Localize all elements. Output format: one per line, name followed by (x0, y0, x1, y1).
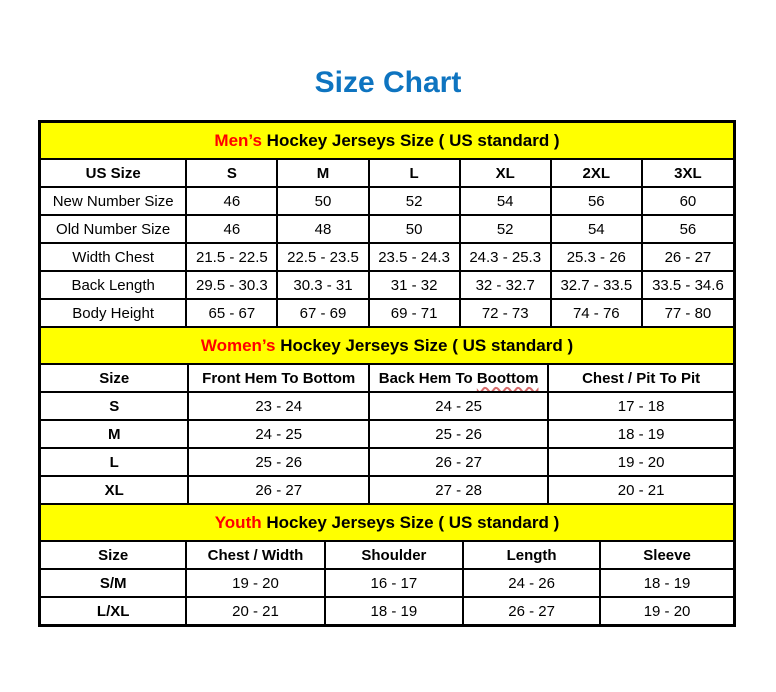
row-label: L (41, 448, 188, 476)
data-cell: 24 - 25 (188, 420, 369, 448)
data-cell: 26 - 27 (369, 448, 548, 476)
row-label: Width Chest (41, 243, 186, 271)
table-row (41, 243, 733, 271)
data-cell: 74 - 76 (551, 299, 642, 327)
data-cell: 67 - 69 (277, 299, 368, 327)
data-cell: 24 - 25 (369, 392, 548, 420)
youth-section-header-red: Youth (214, 513, 262, 532)
row-label: XL (41, 476, 188, 504)
data-cell: 32 - 32.7 (460, 271, 551, 299)
column-header: L (369, 160, 460, 187)
data-cell: 30.3 - 31 (277, 271, 368, 299)
misspelled-word: Boottom (476, 369, 539, 387)
column-header: Front Hem To Bottom (188, 365, 369, 392)
table-row (41, 271, 733, 299)
data-cell: 23.5 - 24.3 (369, 243, 460, 271)
data-cell: 52 (369, 187, 460, 215)
row-label: M (41, 420, 188, 448)
table-row (41, 392, 733, 420)
data-cell: 26 - 27 (642, 243, 733, 271)
column-header: US Size (41, 160, 186, 187)
row-label: L/XL (41, 597, 186, 624)
data-cell: 25 - 26 (369, 420, 548, 448)
size-chart (38, 120, 736, 627)
row-label: S (41, 392, 188, 420)
data-cell: 48 (277, 215, 368, 243)
data-cell: 18 - 19 (548, 420, 733, 448)
data-cell: 50 (277, 187, 368, 215)
column-header: Size (41, 365, 188, 392)
table-header-row (41, 365, 733, 392)
mens-table (41, 160, 733, 328)
youth-section-header-text: Hockey Jerseys Size ( US standard ) (261, 513, 560, 532)
column-header: S (186, 160, 277, 187)
data-cell: 19 - 20 (186, 569, 324, 597)
data-cell: 26 - 27 (188, 476, 369, 504)
womens-section-header-text: Hockey Jerseys Size ( US standard ) (275, 336, 574, 355)
data-cell: 31 - 32 (369, 271, 460, 299)
table-row (41, 448, 733, 476)
row-label: S/M (41, 569, 186, 597)
data-cell: 20 - 21 (186, 597, 324, 624)
column-header: Chest / Pit To Pit (548, 365, 733, 392)
data-cell: 69 - 71 (369, 299, 460, 327)
womens-table (41, 365, 733, 505)
data-cell: 24.3 - 25.3 (460, 243, 551, 271)
row-label: Old Number Size (41, 215, 186, 243)
column-header: Sleeve (600, 542, 733, 569)
data-cell: 17 - 18 (548, 392, 733, 420)
data-cell: 21.5 - 22.5 (186, 243, 277, 271)
data-cell: 25.3 - 26 (551, 243, 642, 271)
data-cell: 25 - 26 (188, 448, 369, 476)
data-cell: 20 - 21 (548, 476, 733, 504)
data-cell: 46 (186, 187, 277, 215)
mens-section-header (41, 123, 733, 160)
column-header: 2XL (551, 160, 642, 187)
table-header-row (41, 542, 733, 569)
data-cell: 54 (460, 187, 551, 215)
column-header: Shoulder (325, 542, 463, 569)
table-row (41, 476, 733, 504)
table-row (41, 597, 733, 624)
column-header: Length (463, 542, 600, 569)
data-cell: 24 - 26 (463, 569, 600, 597)
data-cell: 23 - 24 (188, 392, 369, 420)
table-row (41, 569, 733, 597)
data-cell: 29.5 - 30.3 (186, 271, 277, 299)
data-cell: 56 (642, 215, 733, 243)
table-row (41, 187, 733, 215)
table-row (41, 215, 733, 243)
womens-section-header (41, 328, 733, 365)
data-cell: 65 - 67 (186, 299, 277, 327)
column-header: M (277, 160, 368, 187)
data-cell: 52 (460, 215, 551, 243)
column-header-text: Back Hem To (378, 369, 477, 387)
data-cell: 26 - 27 (463, 597, 600, 624)
data-cell: 22.5 - 23.5 (277, 243, 368, 271)
data-cell: 27 - 28 (369, 476, 548, 504)
column-header: Chest / Width (186, 542, 324, 569)
row-label: Back Length (41, 271, 186, 299)
youth-section-header (41, 505, 733, 542)
column-header: XL (460, 160, 551, 187)
data-cell: 18 - 19 (600, 569, 733, 597)
row-label: Body Height (41, 299, 186, 327)
data-cell: 60 (642, 187, 733, 215)
table-header-row (41, 160, 733, 187)
column-header: 3XL (642, 160, 733, 187)
table-row (41, 420, 733, 448)
data-cell: 16 - 17 (325, 569, 463, 597)
column-header (369, 365, 548, 392)
data-cell: 77 - 80 (642, 299, 733, 327)
page-title: Size Chart (314, 66, 462, 99)
youth-table (41, 542, 733, 624)
womens-section-header-red: Women’s (200, 336, 276, 355)
data-cell: 19 - 20 (548, 448, 733, 476)
data-cell: 72 - 73 (460, 299, 551, 327)
data-cell: 50 (369, 215, 460, 243)
data-cell: 18 - 19 (325, 597, 463, 624)
mens-section-header-text: Hockey Jerseys Size ( US standard ) (261, 131, 560, 150)
row-label: New Number Size (41, 187, 186, 215)
data-cell: 56 (551, 187, 642, 215)
data-cell: 19 - 20 (600, 597, 733, 624)
data-cell: 46 (186, 215, 277, 243)
column-header: Size (41, 542, 186, 569)
data-cell: 32.7 - 33.5 (551, 271, 642, 299)
mens-section-header-red: Men’s (214, 131, 262, 150)
table-row (41, 299, 733, 327)
data-cell: 54 (551, 215, 642, 243)
data-cell: 33.5 - 34.6 (642, 271, 733, 299)
